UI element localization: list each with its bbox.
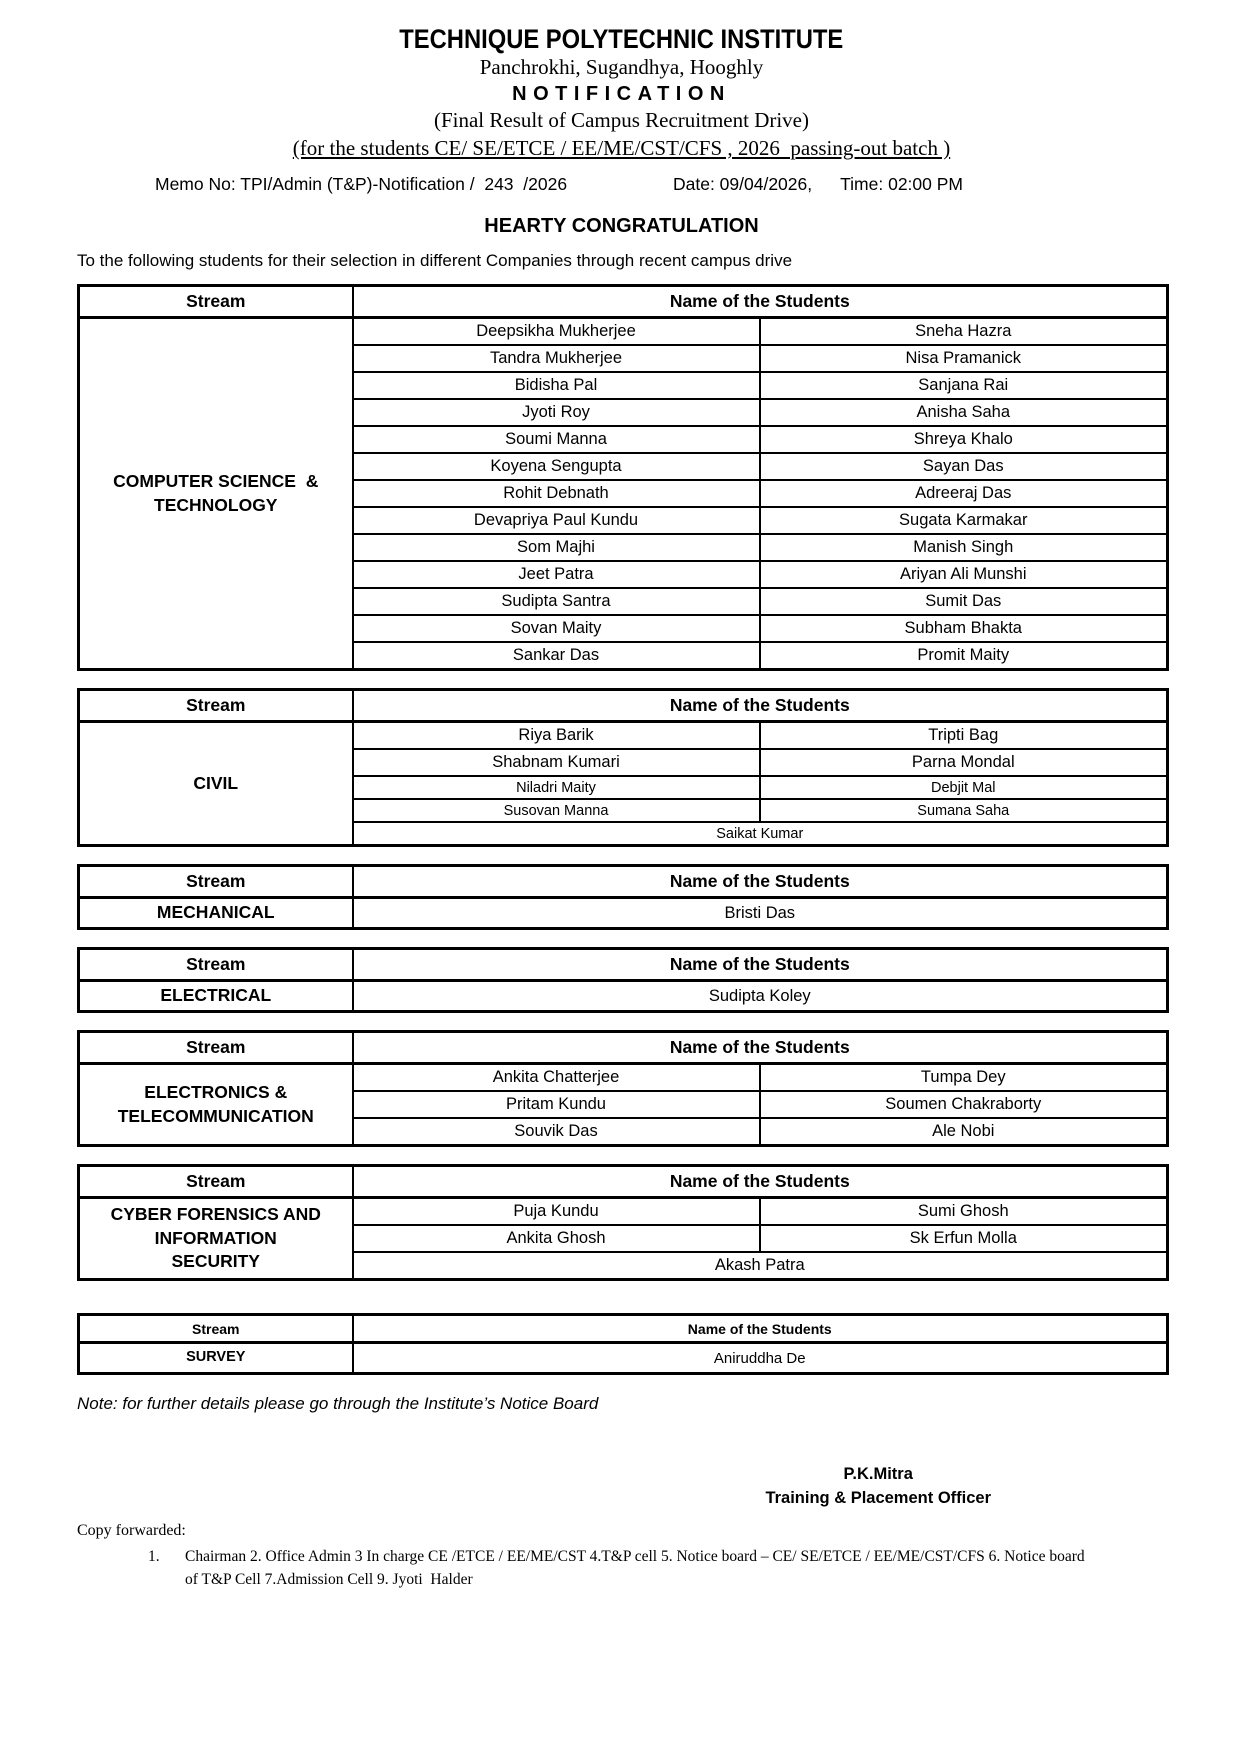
column-header-stream: Stream [79,690,353,722]
student-name-cell: Bristi Das [353,898,1168,929]
stream-cell: ELECTRICAL [79,981,353,1012]
student-name-cell: Bidisha Pal [353,372,760,399]
column-header-stream: Stream [79,286,353,318]
table-row [79,981,1168,1012]
student-name-cell: Som Majhi [353,534,760,561]
student-name-cell: Rohit Debnath [353,480,760,507]
student-name-cell: Pritam Kundu [353,1091,760,1118]
stream-cell: CYBER FORENSICS AND INFORMATION SECURITY [79,1198,353,1280]
signature-wrap [77,1462,1166,1510]
student-name-cell: Sudipta Santra [353,588,760,615]
stream-table [77,688,1169,847]
student-name-cell: Debjit Mal [760,776,1168,799]
student-name-cell: Sovan Maity [353,615,760,642]
signature-block [765,1462,991,1510]
signature-title: Training & Placement Officer [765,1489,991,1507]
tables-container [77,284,1166,1375]
student-name-cell: Ale Nobi [760,1118,1168,1146]
student-name-cell: Anisha Saha [760,399,1168,426]
student-name-cell: Riya Barik [353,722,760,750]
student-name-cell: Jyoti Roy [353,399,760,426]
batch-subtitle-text: (for the students CE/ SE/ETCE / EE/ME/CST/CFS , 2026 passing-out batch ) [292,136,951,160]
stream-table [77,284,1169,671]
student-name-cell: Saikat Kumar [353,822,1168,846]
note-line: Note: for further details please go through the Institute’s Notice Board [77,1394,599,1413]
student-name-cell: Niladri Maity [353,776,760,799]
column-header-names: Name of the Students [353,866,1168,898]
table-row [79,1198,1168,1226]
student-name-cell: Souvik Das [353,1118,760,1146]
student-name-cell: Sankar Das [353,642,760,670]
memo-date: Date: 09/04/2026, [672,174,813,194]
stream-table [77,1313,1169,1375]
date-time-group [673,172,963,196]
stream-table [77,1164,1169,1281]
table-row [79,318,1168,346]
student-name-cell: Tumpa Dey [760,1064,1168,1092]
memo-time: Time: 02:00 PM [840,174,963,194]
memo-number: Memo No: TPI/Admin (T&P)-Notification / 243 /2026 [155,174,568,194]
stream-table [77,864,1169,930]
column-header-names: Name of the Students [353,1032,1168,1064]
student-name-cell: Akash Patra [353,1252,1168,1280]
table-row [79,1064,1168,1092]
table-row [79,1343,1168,1374]
student-name-cell: Sudipta Koley [353,981,1168,1012]
column-header-names: Name of the Students [353,1166,1168,1198]
stream-cell: MECHANICAL [79,898,353,929]
result-subtitle: (Final Result of Campus Recruitment Drive) [433,108,810,132]
student-name-cell: Soumi Manna [353,426,760,453]
student-name-cell: Subham Bhakta [760,615,1168,642]
stream-table [77,1030,1169,1147]
batch-subtitle [77,134,1166,162]
student-name-cell: Sanjana Rai [760,372,1168,399]
copy-item-number: 1. [148,1548,160,1565]
column-header-stream: Stream [79,949,353,981]
intro-line: To the following students for their selection in different Companies through recent campus drive [77,251,793,270]
student-name-cell: Shabnam Kumari [353,749,760,776]
table-row [79,722,1168,750]
student-name-cell: Manish Singh [760,534,1168,561]
column-header-stream: Stream [79,866,353,898]
signature-name: P.K.Mitra [843,1465,913,1483]
copy-item-text: Chairman 2. Office Admin 3 In charge CE /ETCE / EE/ME/CST 4.T&P cell 5. Notice board – CE/ SE/ETCE / EE/ME/CST/CFS 6. Notice board of T&P Cell 7.Admission Cell 9. Jyoti Halder [185,1548,1089,1589]
column-header-names: Name of the Students [353,690,1168,722]
notification-heading: NOTIFICATION [512,83,731,105]
column-header-names: Name of the Students [353,1315,1168,1343]
stream-cell: CIVIL [79,722,353,846]
student-name-cell: Ariyan Ali Munshi [760,561,1168,588]
student-name-cell: Shreya Khalo [760,426,1168,453]
copy-forwarded-item [77,1545,1166,1592]
student-name-cell: Sayan Das [760,453,1168,480]
stream-cell: COMPUTER SCIENCE & TECHNOLOGY [79,318,353,670]
stream-table [77,947,1169,1013]
copy-forwarded-label: Copy forwarded: [77,1522,186,1539]
student-name-cell: Tandra Mukherjee [353,345,760,372]
student-name-cell: Soumen Chakraborty [760,1091,1168,1118]
student-name-cell: Sneha Hazra [760,318,1168,346]
student-name-cell: Jeet Patra [353,561,760,588]
institute-name: TECHNIQUE POLYTECHNIC INSTITUTE [399,24,844,54]
student-name-cell: Sumana Saha [760,799,1168,822]
memo-row [77,172,1166,196]
student-name-cell: Parna Mondal [760,749,1168,776]
student-name-cell: Devapriya Paul Kundu [353,507,760,534]
student-name-cell: Puja Kundu [353,1198,760,1226]
column-header-stream: Stream [79,1166,353,1198]
student-name-cell: Sumit Das [760,588,1168,615]
student-name-cell: Sugata Karmakar [760,507,1168,534]
stream-cell: ELECTRONICS & TELECOMMUNICATION [79,1064,353,1146]
column-header-names: Name of the Students [353,286,1168,318]
student-name-cell: Nisa Pramanick [760,345,1168,372]
congratulation-heading: HEARTY CONGRATULATION [484,215,759,237]
student-name-cell: Sumi Ghosh [760,1198,1168,1226]
student-name-cell: Sk Erfun Molla [760,1225,1168,1252]
institute-name-row [77,24,1166,54]
student-name-cell: Ankita Ghosh [353,1225,760,1252]
stream-cell: SURVEY [79,1343,353,1374]
student-name-cell: Deepsikha Mukherjee [353,318,760,346]
student-name-cell: Koyena Sengupta [353,453,760,480]
student-name-cell: Adreeraj Das [760,480,1168,507]
institute-address: Panchrokhi, Sugandhya, Hooghly [479,55,764,79]
column-header-stream: Stream [79,1315,353,1343]
column-header-names: Name of the Students [353,949,1168,981]
student-name-cell: Susovan Manna [353,799,760,822]
column-header-stream: Stream [79,1032,353,1064]
student-name-cell: Promit Maity [760,642,1168,670]
student-name-cell: Aniruddha De [353,1343,1168,1374]
student-name-cell: Ankita Chatterjee [353,1064,760,1092]
table-row [79,898,1168,929]
student-name-cell: Tripti Bag [760,722,1168,750]
